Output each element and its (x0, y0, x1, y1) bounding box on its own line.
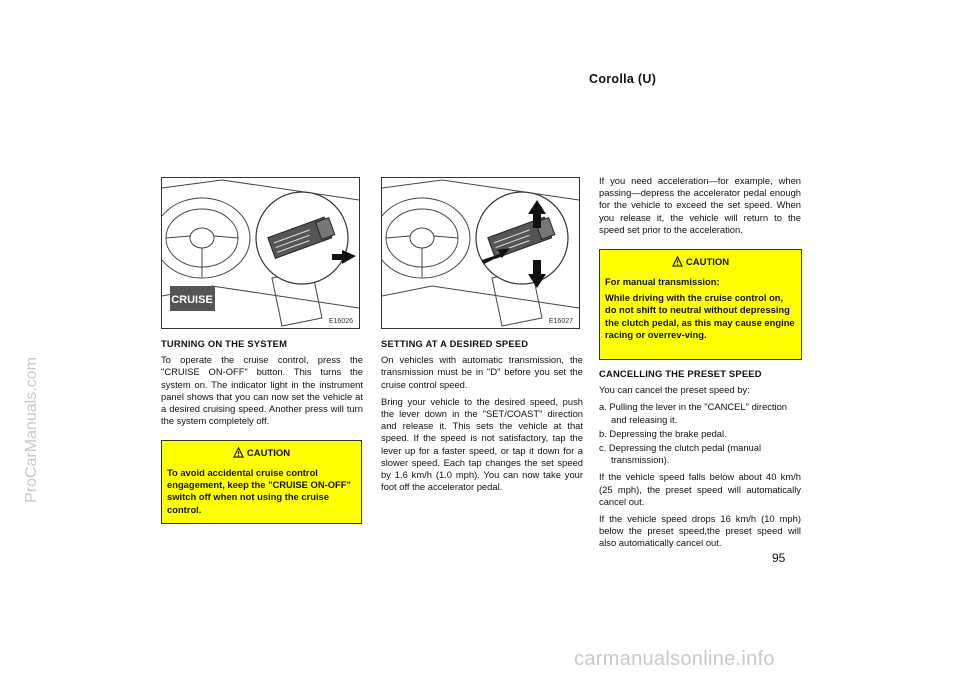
figure-cruise-button (161, 177, 360, 329)
figure-badge: CRUISE (171, 294, 213, 306)
side-watermark (22, 250, 42, 610)
section-heading: TURNING ON THE SYSTEM (161, 338, 288, 349)
paragraph: To operate the cruise control, press the "CRUISE ON-OFF" button. This turns the system on. The indicator light in the instrument panel shows that you can now set the vehicle at a desired cruising speed. Another press will turn the system completely off. (161, 354, 363, 427)
figure-label: E16026 (328, 318, 353, 325)
caution-title-text: CAUTION (685, 257, 730, 268)
figure-label: E16027 (548, 318, 573, 325)
side-watermark-text: ProCarManuals.com (23, 357, 40, 503)
paragraph: If you need acceleration—for example, when passing—depress the accelerator pedal enough for the vehicle to exceed the set speed. When you release it, the vehicle will return to the speed set prior to the acceleration. (599, 175, 801, 235)
warning-triangle-icon (672, 256, 683, 267)
column-turning-on (161, 338, 363, 432)
paragraph: If the vehicle speed falls below about 40 km/h (25 mph), the preset speed will automatically cancel out. (599, 471, 801, 507)
list-item: c. Depressing the clutch pedal (manual transmission). (599, 442, 762, 466)
warning-triangle-icon (233, 447, 244, 458)
figure-set-lever-illustration (382, 178, 579, 328)
page-number: 95 (772, 551, 786, 565)
paragraph: On vehicles with automatic transmission, the transmission must be in "D" before you set the cruise control speed. (381, 354, 583, 390)
caution-title (600, 256, 801, 268)
figure-set-lever (381, 177, 580, 329)
caution-text: While driving with the cruise control on, do not shift to neutral without depressing the clutch pedal, as this may cause engine racing or overrev-ving. (605, 292, 795, 340)
caution-subtitle: For manual transmission: (605, 276, 720, 287)
section-heading: SETTING AT A DESIRED SPEED (381, 338, 529, 349)
column-cancelling (599, 368, 801, 555)
paragraph: You can cancel the preset speed by: (599, 384, 750, 396)
caution-title (162, 447, 361, 459)
list-item: b. Depressing the brake pedal. (599, 427, 727, 439)
caution-title-text: CAUTION (246, 448, 291, 459)
paragraph: If the vehicle speed drops 16 km/h (10 mph) below the preset speed,the preset speed will also automatically cancel out. (599, 513, 801, 549)
footer-watermark: carmanualsonline.info (574, 648, 775, 670)
figure-cruise-button-illustration (162, 178, 359, 328)
column-setting-speed (381, 338, 583, 498)
list-item: a. Pulling the lever in the "CANCEL" direction and releasing it. (599, 401, 787, 425)
caution-box (161, 440, 362, 524)
section-heading: CANCELLING THE PRESET SPEED (599, 368, 762, 379)
caution-text: To avoid accidental cruise control engagement, keep the "CRUISE ON-OFF" switch off when not using the cruise control. (167, 467, 351, 515)
page-header-title: Corolla (U) (589, 72, 657, 86)
caution-box (599, 249, 802, 360)
column-acceleration (599, 175, 801, 241)
paragraph: Bring your vehicle to the desired speed, push the lever down in the "SET/COAST" direction and release it. This sets the vehicle at that speed. If the speed is not satisfactory, tap the lever up for a faster speed, or tap it down for a slower speed. Each tap changes the set speed by 1.6 km/h (1.0 mph). You can now take your foot off the accelerator pedal. (381, 395, 583, 493)
